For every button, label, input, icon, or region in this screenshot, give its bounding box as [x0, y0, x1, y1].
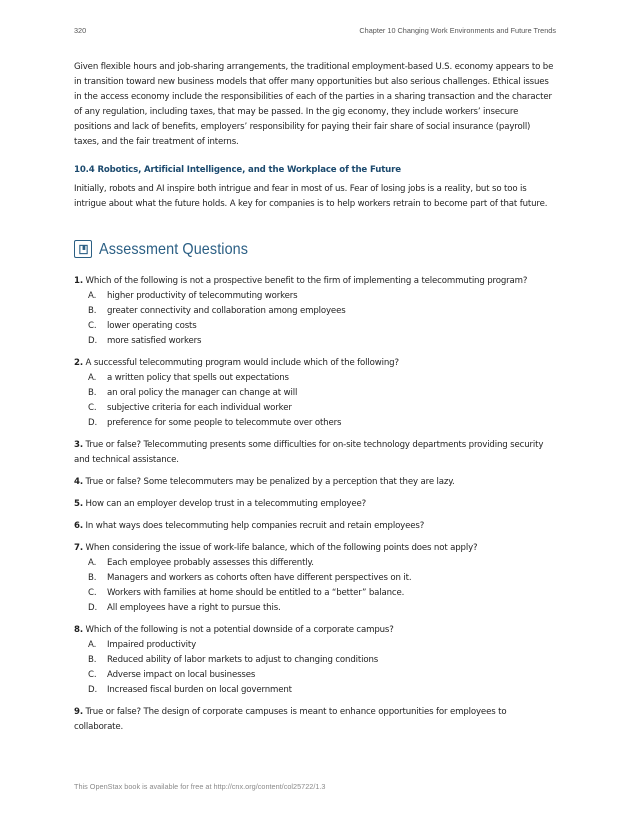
option-letter: C. — [88, 321, 97, 331]
question-text — [74, 519, 556, 534]
question-text — [74, 623, 556, 638]
question-2 — [74, 356, 556, 431]
question-prompt: In what ways does telecommuting help companies recruit and retain employees? — [85, 521, 425, 531]
option-text: Reduced ability of labor markets to adjust to changing conditions — [107, 655, 379, 665]
question-number: 1. — [74, 276, 83, 286]
option-letter: B. — [88, 573, 97, 583]
question-number: 2. — [74, 358, 83, 368]
question-5 — [74, 497, 556, 512]
question-4 — [74, 475, 556, 490]
question-text — [74, 438, 556, 468]
option-text: greater connectivity and collaboration among employees — [107, 306, 346, 316]
answer-option — [74, 556, 556, 571]
option-text: subjective criteria for each individual worker — [107, 403, 292, 413]
assessment-title: Assessment Questions — [99, 240, 249, 258]
intro-paragraph: Given flexible hours and job-sharing arrangements, the traditional employment-based U.S. economy appears to be in transition toward new business models that offer many opportunities but also serious challenges. Ethical issues in the access economy include the responsibilities of each of the parties in a sharing transaction and the character of any regulation, including taxes, that may be passed. In the gig economy, they include workers’ insecure positions and lack of benefits, employers’ responsibility for paying their fair share of social insurance (payroll) taxes, and the fair treatment of interns. — [74, 62, 554, 147]
question-text — [74, 497, 556, 512]
question-7 — [74, 541, 556, 616]
answer-option — [74, 401, 556, 416]
answer-option — [74, 586, 556, 601]
option-letter: D. — [88, 603, 98, 613]
assessment-header — [74, 236, 556, 262]
answer-option — [74, 571, 556, 586]
question-number: 5. — [74, 499, 83, 509]
option-letter: B. — [88, 388, 97, 398]
answer-option — [74, 683, 556, 698]
option-text: an oral policy the manager can change at will — [107, 388, 298, 398]
page-content — [74, 60, 556, 742]
answer-option — [74, 319, 556, 334]
answer-option — [74, 304, 556, 319]
section-heading: 10.4 Robotics, Artificial Intelligence, and the Workplace of the Future — [74, 165, 401, 175]
option-text: preference for some people to telecommute over others — [107, 418, 342, 428]
option-letter: A. — [88, 373, 97, 383]
question-prompt: True or false? The design of corporate campuses is meant to enhance opportunities for employees to collaborate. — [74, 707, 507, 732]
option-text: Workers with families at home should be entitled to a “better” balance. — [107, 588, 405, 598]
answer-option — [74, 601, 556, 616]
question-prompt: True or false? Telecommuting presents some difficulties for on-site technology departments providing security and technical assistance. — [74, 440, 544, 465]
question-1 — [74, 274, 556, 349]
page-footer: This OpenStax book is available for free at http://cnx.org/content/col25722/1.3 — [74, 782, 326, 791]
question-6 — [74, 519, 556, 534]
question-8 — [74, 623, 556, 698]
answer-options — [74, 638, 556, 698]
option-text: more satisfied workers — [107, 336, 202, 346]
answer-option — [74, 371, 556, 386]
option-letter: A. — [88, 640, 97, 650]
option-letter: A. — [88, 291, 97, 301]
answer-options — [74, 289, 556, 349]
question-text — [74, 541, 556, 556]
option-letter: C. — [88, 588, 97, 598]
option-letter: C. — [88, 403, 97, 413]
question-text — [74, 705, 556, 735]
option-letter: B. — [88, 655, 97, 665]
option-text: Managers and workers as cohorts often have different perspectives on it. — [107, 573, 412, 583]
question-3 — [74, 438, 556, 468]
answer-option — [74, 668, 556, 683]
option-text: lower operating costs — [107, 321, 197, 331]
question-number: 3. — [74, 440, 83, 450]
answer-option — [74, 638, 556, 653]
option-letter: D. — [88, 685, 98, 695]
option-letter: D. — [88, 418, 98, 428]
question-number: 9. — [74, 707, 83, 717]
question-prompt: When considering the issue of work-life balance, which of the following points does not apply? — [85, 543, 478, 553]
question-number: 8. — [74, 625, 83, 635]
question-9 — [74, 705, 556, 735]
option-text: a written policy that spells out expectations — [107, 373, 289, 383]
option-letter: C. — [88, 670, 97, 680]
question-text — [74, 274, 556, 289]
option-text: Increased fiscal burden on local government — [107, 685, 292, 695]
answer-options — [74, 556, 556, 616]
option-text: higher productivity of telecommuting workers — [107, 291, 298, 301]
question-number: 4. — [74, 477, 83, 487]
option-letter: B. — [88, 306, 97, 316]
question-list — [74, 274, 556, 735]
question-text — [74, 356, 556, 371]
answer-option — [74, 653, 556, 668]
answer-option — [74, 416, 556, 431]
option-letter: A. — [88, 558, 97, 568]
chapter-title: Chapter 10 Changing Work Environments and Future Trends — [359, 26, 556, 35]
section-paragraph: Initially, robots and AI inspire both intrigue and fear in most of us. Fear of losing jobs is a reality, but so too is intrigue about what the future holds. A key for companies is to help workers retrain to become part of that future. — [74, 184, 548, 209]
answer-options — [74, 371, 556, 431]
book-icon — [74, 240, 92, 258]
option-text: All employees have a right to pursue this. — [107, 603, 281, 613]
option-text: Adverse impact on local businesses — [107, 670, 256, 680]
question-prompt: Which of the following is not a prospective benefit to the firm of implementing a telecommuting program? — [85, 276, 528, 286]
question-prompt: How can an employer develop trust in a telecommuting employee? — [85, 499, 367, 509]
answer-option — [74, 386, 556, 401]
option-text: Each employee probably assesses this differently. — [107, 558, 314, 568]
page-header — [74, 26, 556, 38]
answer-option — [74, 289, 556, 304]
page-number: 320 — [74, 26, 87, 35]
answer-option — [74, 334, 556, 349]
question-number: 6. — [74, 521, 83, 531]
question-prompt: True or false? Some telecommuters may be penalized by a perception that they are lazy. — [85, 477, 455, 487]
question-text — [74, 475, 556, 490]
question-number: 7. — [74, 543, 83, 553]
question-prompt: Which of the following is not a potential downside of a corporate campus? — [85, 625, 394, 635]
question-prompt: A successful telecommuting program would include which of the following? — [85, 358, 399, 368]
option-text: Impaired productivity — [107, 640, 197, 650]
option-letter: D. — [88, 336, 98, 346]
